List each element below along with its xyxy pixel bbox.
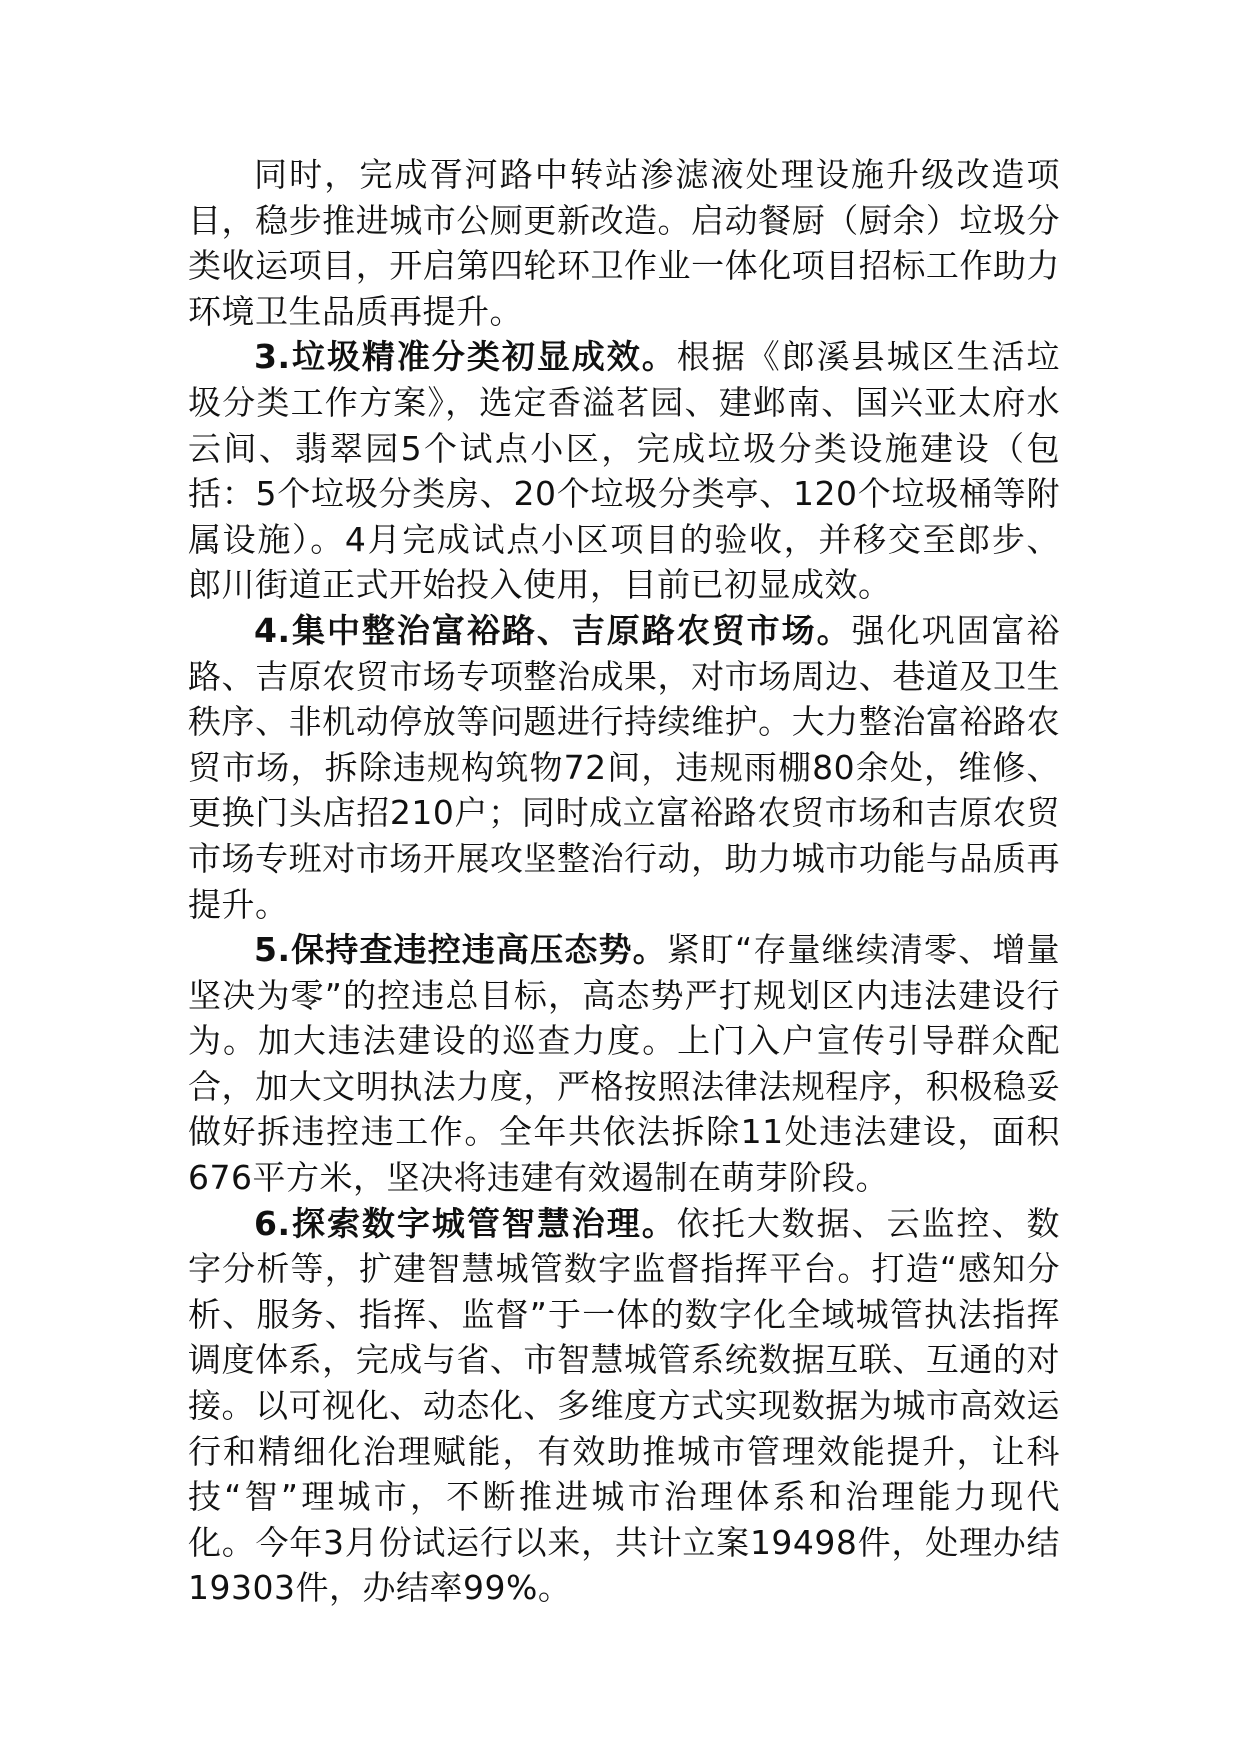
section-heading: 5.保持查违控违高压态势。 [254, 930, 667, 970]
paragraph-text: 同时，完成胥河路中转站渗滤液处理设施升级改造项目，稳步推进城市公厕更新改造。启动餐厨（厨余）垃圾分类收运项目，开启第四轮环卫作业一体化项目招标工作助力环境卫生品质再提升。 [188, 155, 1060, 331]
paragraph-digital-governance [188, 1201, 1060, 1611]
paragraph-market-rectification [188, 608, 1060, 927]
paragraph-illegal-construction [188, 927, 1060, 1201]
paragraph-garbage-classification [188, 334, 1060, 608]
paragraph-text: 紧盯“存量继续清零、增量坚决为零”的控违总目标，高态势严打规划区内违法建设行为。加大违法建设的巡查力度。上门入户宣传引导群众配合，加大文明执法力度，严格按照法律法规程序，积极稳妥做好拆违控违工作。全年共依法拆除11处违法建设，面积676平方米，坚决将违建有效遏制在萌芽阶段。 [188, 930, 1060, 1198]
section-heading: 3.垃圾精准分类初显成效。 [254, 337, 677, 377]
document-body [188, 152, 1060, 1611]
paragraph-sanitation-upgrade [188, 152, 1060, 334]
section-heading: 6.探索数字城管智慧治理。 [254, 1203, 677, 1243]
paragraph-text: 强化巩固富裕路、吉原农贸市场专项整治成果，对市场周边、巷道及卫生秩序、非机动停放等问题进行持续维护。大力整治富裕路农贸市场，拆除违规构筑物72间，违规雨棚80余处，维修、更换门头店招210户；同时成立富裕路农贸市场和吉原农贸市场专班对市场开展攻坚整治行动，助力城市功能与品质再提升。 [188, 610, 1061, 924]
paragraph-text: 根据《郎溪县城区生活垃圾分类工作方案》，选定香溢茗园、建邺南、国兴亚太府水云间、翡翠园5个试点小区，完成垃圾分类设施建设（包括：5个垃圾分类房、20个垃圾分类亭、120个垃圾桶等附属设施）。4月完成试点小区项目的验收，并移交至郎步、郎川街道正式开始投入使用，目前已初显成效。 [188, 337, 1061, 605]
section-heading: 4.集中整治富裕路、吉原路农贸市场。 [254, 610, 852, 650]
paragraph-text: 依托大数据、云监控、数字分析等，扩建智慧城管数字监督指挥平台。打造“感知分析、服务、指挥、监督”于一体的数字化全域城管执法指挥调度体系，完成与省、市智慧城管系统数据互联、互通的对接。以可视化、动态化、多维度方式实现数据为城市高效运行和精细化治理赋能，有效助推城市管理效能提升，让科技“智”理城市，不断推进城市治理体系和治理能力现代化。今年3月份试运行以来，共计立案19498件，处理办结19303件，办结率99%。 [188, 1203, 1061, 1608]
